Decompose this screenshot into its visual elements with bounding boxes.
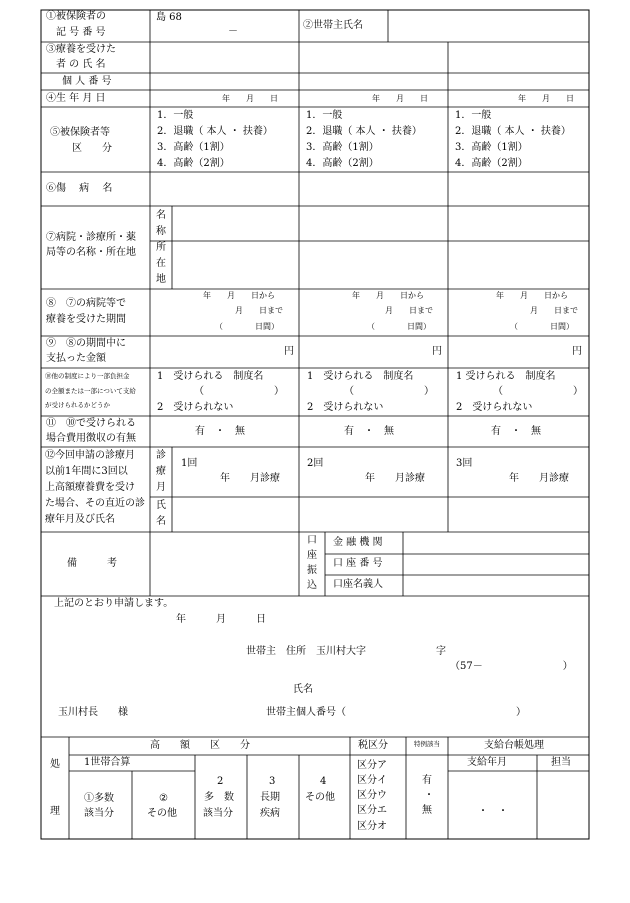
bank-name-label: 金 融 機 関 xyxy=(333,537,383,548)
householder-mynumber: 世帯主個人番号（ ） xyxy=(266,707,526,718)
not-receivable-option[interactable]: 2 受けられない xyxy=(456,402,533,413)
householder-name-label: ②世帯主氏名 xyxy=(303,20,363,31)
household-combined-header: 1世帯合算 xyxy=(84,757,131,768)
col-tasu-gaitou-2: 該当分 xyxy=(84,808,114,819)
system-name-paren: （ ） xyxy=(344,386,434,397)
insured-category-label: ⑤被保険者等 xyxy=(50,127,110,138)
history-count-2: 2回 xyxy=(307,458,324,469)
kigo-dash: － xyxy=(228,26,238,37)
history-label-4: た場合、その直近の診 xyxy=(45,498,145,509)
history-label-5: 療年月及び氏名 xyxy=(45,514,115,525)
application-statement: 上記のとおり申請します。 xyxy=(54,598,174,609)
period-to: 月 日まで xyxy=(235,306,283,315)
ledger-processing-header: 支給台帳処理 xyxy=(484,740,544,751)
personal-number-label: 個 人 番 号 xyxy=(62,76,112,87)
receivable-option[interactable]: 1 受けられる 制度名 xyxy=(307,371,414,382)
period-from: 年 月 日から xyxy=(496,291,568,300)
addressee: 玉川村長 様 xyxy=(58,707,128,718)
special-case-no: 無 xyxy=(422,805,432,816)
fee-collection-yes-no[interactable]: 有 ・ 無 xyxy=(344,426,394,437)
account-side-label-3: 振 xyxy=(307,565,317,576)
category-option-retired[interactable]: 2．退職（ 本人 ・ 扶養） xyxy=(157,126,273,137)
tax-category-a: 区分ア xyxy=(357,760,387,771)
category-option-retired[interactable]: 2．退職（ 本人 ・ 扶養） xyxy=(306,126,422,137)
col-2-tasu-3: 該当分 xyxy=(203,808,233,819)
not-receivable-option[interactable]: 2 受けられない xyxy=(307,402,384,413)
patient-name-label-2: 者 の 氏 名 xyxy=(56,59,106,70)
insured-number-label-2: 記 号 番 号 xyxy=(56,27,106,38)
system-name-paren: （ ） xyxy=(493,386,583,397)
col-sonota: ② xyxy=(159,793,168,804)
yen-unit: 円 xyxy=(284,346,294,357)
payment-month-dots: ・ ・ xyxy=(478,806,508,817)
postal-code: （57－ ） xyxy=(450,661,573,672)
period-to: 月 日まで xyxy=(385,306,433,315)
staff-header: 担当 xyxy=(551,757,571,768)
col-4-sonota: 4 xyxy=(320,776,327,787)
hospital-address-sub-3: 地 xyxy=(156,274,166,285)
hospital-label: ⑦病院・診療所・薬 xyxy=(46,232,136,243)
period-from: 年 月 日から xyxy=(203,291,275,300)
birthdate-label: ④生 年 月 日 xyxy=(46,93,106,104)
yen-unit: 円 xyxy=(572,346,582,357)
account-side-label-4: 込 xyxy=(307,580,317,591)
col-3-choki-2: 長期 xyxy=(260,792,280,803)
period-days: （ 日間） xyxy=(367,322,431,331)
category-option-elderly-2[interactable]: 4．高齢（2割） xyxy=(455,158,528,169)
receivable-option[interactable]: 1 受けられる 制度名 xyxy=(157,371,264,382)
applicant-name-label: 氏名 xyxy=(293,684,313,695)
application-date: 年 月 日 xyxy=(176,614,266,625)
payment-month-header: 支給年月 xyxy=(467,757,507,768)
history-count-3: 3回 xyxy=(456,458,473,469)
category-option-general[interactable]: 1．一般 xyxy=(306,110,343,121)
birthdate-col1: 年 月 日 xyxy=(222,94,278,103)
category-option-elderly-2[interactable]: 4．高齢（2割） xyxy=(306,158,379,169)
hospital-label-2: 局等の名称・所在地 xyxy=(46,247,136,258)
fee-collection-yes-no[interactable]: 有 ・ 無 xyxy=(491,426,541,437)
col-2-tasu: 2 xyxy=(217,776,224,787)
tax-category-header: 税区分 xyxy=(358,740,388,751)
kougaku-category-header: 高 額 区 分 xyxy=(150,740,250,751)
category-option-elderly-1[interactable]: 3．高齢（1割） xyxy=(455,142,528,153)
account-holder-label: 口座名義人 xyxy=(333,579,383,590)
applicant-address: 世帯主 住所 玉川村大字 字 xyxy=(246,646,446,657)
history-month-1: 年 月診療 xyxy=(220,473,280,484)
col-tasu-gaitou: ①多数 xyxy=(84,793,114,804)
tax-category-e: 区分エ xyxy=(357,805,387,816)
col-3-choki: 3 xyxy=(269,776,276,787)
disease-name-label: ⑥傷 病 名 xyxy=(46,183,113,194)
period-from: 年 月 日から xyxy=(352,291,424,300)
col-sonota-2: その他 xyxy=(147,808,177,819)
patient-name-label: ③療養を受けた xyxy=(46,44,116,55)
history-name-sub: 氏 xyxy=(156,500,166,511)
period-days: （ 日間） xyxy=(215,322,279,331)
treatment-month-sub: 診 xyxy=(156,450,166,461)
tax-category-i: 区分イ xyxy=(357,775,387,786)
paid-amount-label: ⑨ ⑧の期間中に xyxy=(46,338,126,349)
tax-category-o: 区分オ xyxy=(357,821,387,832)
col-4-sonota-2: その他 xyxy=(305,792,335,803)
system-name-paren: （ ） xyxy=(194,386,284,397)
history-label: ⑫今回申請の診療月 xyxy=(45,450,135,461)
fee-collection-label-2: 場合費用徴収の有無 xyxy=(46,433,136,444)
hospital-name-sub-2: 称 xyxy=(156,226,166,237)
category-option-general[interactable]: 1．一般 xyxy=(157,110,194,121)
kigo-value: 島 68 xyxy=(156,12,182,23)
category-option-retired[interactable]: 2．退職（ 本人 ・ 扶養） xyxy=(455,126,571,137)
other-system-label-3: が受けられるかどうか xyxy=(45,401,110,409)
fee-collection-yes-no[interactable]: 有 ・ 無 xyxy=(195,426,245,437)
col-3-choki-3: 疾病 xyxy=(260,808,280,819)
treatment-month-sub-3: 月 xyxy=(156,482,166,493)
birthdate-col3: 年 月 日 xyxy=(518,94,574,103)
period-to: 月 日まで xyxy=(530,306,578,315)
receivable-option[interactable]: 1 受けられる 制度名 xyxy=(456,371,556,382)
hospital-name-sub: 名 xyxy=(156,210,166,221)
account-side-label-1: 口 xyxy=(307,535,317,546)
yen-unit: 円 xyxy=(432,346,442,357)
history-month-3: 年 月診療 xyxy=(509,473,569,484)
fee-collection-label: ⑪ ⑩で受けられる xyxy=(46,418,136,429)
processing-side-label: 処 xyxy=(50,759,60,770)
processing-side-label-2: 理 xyxy=(50,806,60,817)
category-option-general[interactable]: 1．一般 xyxy=(455,110,492,121)
special-case-yes: 有 xyxy=(422,775,432,786)
hospital-address-sub: 所 xyxy=(156,242,166,253)
special-case-dot: ・ xyxy=(424,790,434,801)
account-side-label-2: 座 xyxy=(307,550,317,561)
category-option-elderly-2[interactable]: 4．高齢（2割） xyxy=(157,158,230,169)
category-option-elderly-1[interactable]: 3．高齢（1割） xyxy=(157,142,230,153)
history-label-2: 以前1年間に3回以 xyxy=(45,466,128,477)
category-option-elderly-1[interactable]: 3．高齢（1割） xyxy=(306,142,379,153)
birthdate-col2: 年 月 日 xyxy=(372,94,428,103)
insured-number-label: ①被保険者の xyxy=(46,11,106,22)
history-label-3: 上高額療養費を受け xyxy=(45,482,135,493)
history-month-2: 年 月診療 xyxy=(365,473,425,484)
history-name-sub-2: 名 xyxy=(156,516,166,527)
period-days: （ 日間） xyxy=(510,322,574,331)
paid-amount-label-2: 支払った金額 xyxy=(46,353,106,364)
insured-category-label-2: 区 分 xyxy=(72,143,112,154)
special-case-header: 特例該当 xyxy=(414,740,440,748)
tax-category-u: 区分ウ xyxy=(357,790,387,801)
hospital-address-sub-2: 在 xyxy=(156,258,166,269)
not-receivable-option[interactable]: 2 受けられない xyxy=(157,402,234,413)
period-label-2: 療養を受けた期間 xyxy=(46,314,126,325)
history-count-1: 1回 xyxy=(181,458,198,469)
other-system-label: ⑩他の制度により一部負担金 xyxy=(45,372,130,380)
remarks-label: 備 考 xyxy=(67,558,117,569)
period-label: ⑧ ⑦の病院等で xyxy=(46,298,126,309)
householder-name-field[interactable] xyxy=(389,11,588,41)
other-system-label-2: の全額または一部について支給 xyxy=(45,387,136,395)
account-number-label: 口 座 番 号 xyxy=(333,558,383,569)
col-2-tasu-2: 多 数 xyxy=(204,792,234,803)
treatment-month-sub-2: 療 xyxy=(156,466,166,477)
